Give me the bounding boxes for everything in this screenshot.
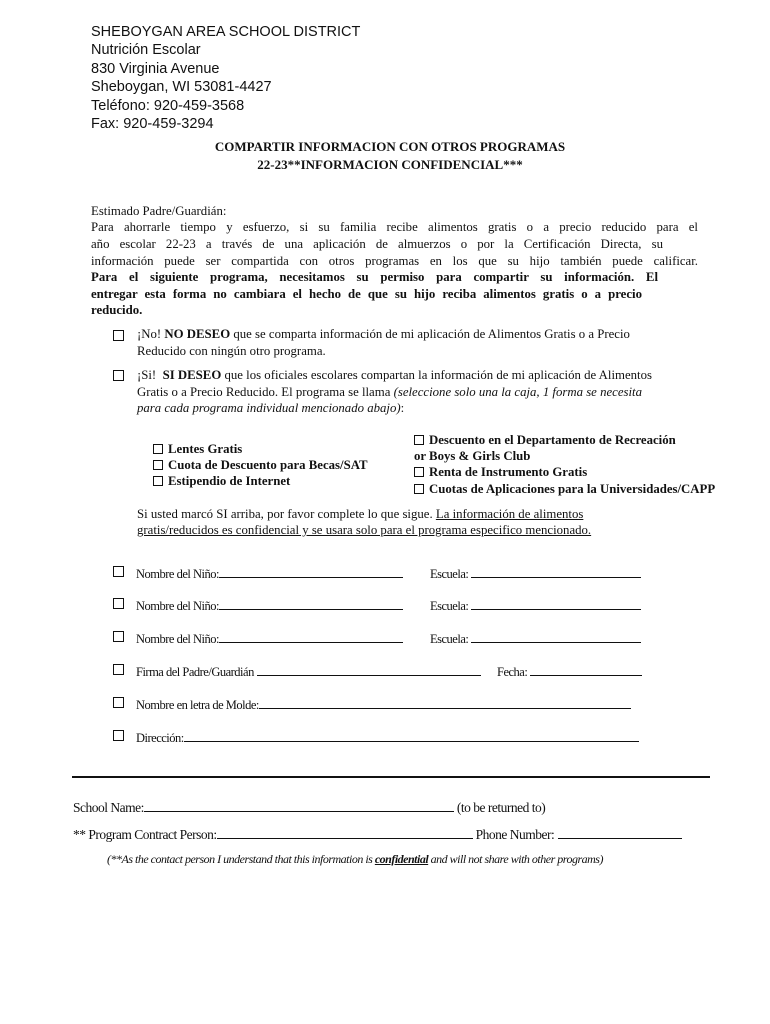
child-3-school-field[interactable] [430, 630, 641, 647]
section-divider [72, 776, 710, 778]
child-name-label: Nombre del Niño: [136, 567, 219, 581]
yes-consent-text [137, 368, 652, 383]
form-title: COMPARTIR INFORMACION CON OTROS PROGRAMAS [214, 139, 566, 154]
yes-consent-checkbox[interactable] [113, 370, 124, 381]
yes-consent-line3-italic: para cada programa individual mencionado abajo) [137, 401, 401, 415]
confidential-note-underlined: La información de alimentos [435, 507, 584, 521]
confidential-note-line1 [137, 507, 583, 522]
child-2-name-field[interactable] [136, 597, 403, 614]
signature-label: Firma del Padre/Guardián [136, 665, 254, 679]
intro-bold-line-2: entregar esta forma no cambiara el hecho de que su hijo reciba alimentos gratis o a precio [91, 287, 642, 301]
address-field[interactable] [136, 729, 639, 746]
street-address: 830 Virginia Avenue [91, 61, 220, 77]
confidentiality-footnote [107, 852, 603, 867]
address-checkbox[interactable] [113, 730, 124, 741]
signature-checkbox[interactable] [113, 664, 124, 675]
print-name-field[interactable] [136, 696, 631, 713]
date-field[interactable] [497, 663, 642, 680]
yes-consent-bold: SI DESEO [162, 368, 222, 382]
yes-consent-line3-colon: : [400, 401, 405, 415]
date-line[interactable] [530, 663, 642, 676]
school-label: Escuela: [430, 599, 469, 613]
intro-line-3: información puede ser compartida con otros programas en los que su hijo también puede calificar. [91, 254, 698, 268]
yes-consent-line2-plain: Gratis o a Precio Reducido. El programa se llama [137, 385, 394, 399]
footnote-rest: and will not share with other programs) [428, 852, 603, 866]
child-1-checkbox[interactable] [113, 566, 124, 577]
child-3-school-line[interactable] [471, 630, 641, 643]
yes-consent-prefix: ¡Si! [137, 368, 163, 382]
intro-bold-line-3: reducido. [91, 303, 143, 317]
greeting: Estimado Padre/Guardián: [91, 204, 227, 218]
print-name-line[interactable] [259, 696, 631, 709]
print-name-checkbox[interactable] [113, 697, 124, 708]
program-lentes[interactable] [153, 442, 242, 457]
department-name: Nutrición Escolar [91, 42, 201, 58]
child-name-label: Nombre del Niño: [136, 632, 219, 646]
confidential-note-intro: Si usted marcó SI arriba, por favor complete lo que sigue. [137, 507, 436, 521]
child-1-name-field[interactable] [136, 565, 403, 582]
yes-consent-rest: que los oficiales escolares compartan la información de mi aplicación de Alimentos [221, 368, 652, 382]
program-becas-sat-checkbox[interactable] [153, 460, 163, 470]
child-3-name-line[interactable] [219, 630, 403, 643]
no-consent-prefix: ¡No! [137, 327, 165, 341]
district-name: SHEBOYGAN AREA SCHOOL DISTRICT [91, 24, 361, 40]
child-3-checkbox[interactable] [113, 631, 124, 642]
phone-number: Teléfono: 920-459-3568 [91, 98, 245, 114]
returned-to-text: (to be returned to) [456, 800, 546, 815]
address-label: Dirección: [136, 731, 184, 745]
program-recreacion[interactable] [414, 433, 676, 448]
program-becas-sat[interactable] [153, 458, 368, 473]
program-universidades-checkbox[interactable] [414, 484, 424, 494]
footnote-confidential: confidential [374, 852, 429, 866]
contact-person-line[interactable] [217, 826, 473, 839]
phone-number-label: Phone Number: [475, 827, 555, 842]
program-internet-label: Estipendio de Internet [168, 474, 291, 488]
yes-consent-text-line2 [137, 385, 642, 400]
signature-line[interactable] [257, 663, 481, 676]
confidential-note-line2: gratis/reducidos es confidencial y se usara solo para el programa especifico mencionado. [137, 523, 592, 537]
school-label: Escuela: [430, 632, 469, 646]
intro-line-2: año escolar 22-23 a través de una aplicación de almuerzos o por la Certificación Directa, su [91, 237, 663, 251]
program-recreacion-line2: or Boys & Girls Club [414, 449, 531, 463]
program-instrumento[interactable] [414, 465, 587, 480]
fax-number: Fax: 920-459-3294 [91, 116, 214, 132]
program-instrumento-checkbox[interactable] [414, 467, 424, 477]
yes-consent-text-line3 [137, 401, 404, 416]
no-consent-text-line2: Reducido con ningún otro programa. [137, 344, 326, 358]
program-internet-checkbox[interactable] [153, 476, 163, 486]
footnote-intro: (**As the contact person I understand that this information is [107, 852, 375, 866]
yes-consent-line2-italic: (seleccione solo una la caja, 1 forma se necesita [393, 385, 642, 399]
form-subtitle: 22-23**INFORMACION CONFIDENCIAL*** [257, 157, 523, 172]
intro-line-1: Para ahorrarle tiempo y esfuerzo, si su familia recibe alimentos gratis o a precio reducido para el [91, 220, 698, 234]
school-label: Escuela: [430, 567, 469, 581]
child-name-label: Nombre del Niño: [136, 599, 219, 613]
child-2-checkbox[interactable] [113, 598, 124, 609]
contact-person-field[interactable] [73, 826, 682, 843]
date-label: Fecha: [497, 665, 528, 679]
city-address: Sheboygan, WI 53081-4427 [91, 79, 272, 95]
address-line[interactable] [184, 729, 639, 742]
contact-person-label: ** Program Contract Person: [73, 827, 217, 842]
program-becas-sat-label: Cuota de Descuento para Becas/SAT [168, 458, 368, 472]
phone-number-line[interactable] [558, 826, 682, 839]
no-consent-bold: NO DESEO [164, 327, 231, 341]
child-1-name-line[interactable] [219, 565, 403, 578]
child-2-school-line[interactable] [471, 597, 641, 610]
no-consent-checkbox[interactable] [113, 330, 124, 341]
child-1-school-line[interactable] [471, 565, 641, 578]
program-internet[interactable] [153, 474, 290, 489]
no-consent-rest: que se comparta información de mi aplicación de Alimentos Gratis o a Precio [230, 327, 630, 341]
child-2-school-field[interactable] [430, 597, 641, 614]
child-2-name-line[interactable] [219, 597, 403, 610]
school-name-field[interactable] [73, 799, 545, 816]
signature-field[interactable] [136, 663, 481, 680]
child-1-school-field[interactable] [430, 565, 641, 582]
program-universidades[interactable] [414, 482, 715, 497]
program-lentes-label: Lentes Gratis [168, 442, 243, 456]
intro-bold-line-1: Para el siguiente programa, necesitamos su permiso para compartir su información. El [91, 270, 658, 284]
no-consent-text [137, 327, 630, 342]
school-name-line[interactable] [144, 799, 454, 812]
print-name-label: Nombre en letra de Molde: [136, 698, 259, 712]
program-recreacion-label: Descuento en el Departamento de Recreación [429, 433, 676, 447]
program-universidades-label: Cuotas de Aplicaciones para la Universidades/CAPP [429, 482, 716, 496]
school-name-label: School Name: [73, 800, 144, 815]
program-lentes-checkbox[interactable] [153, 444, 163, 454]
program-recreacion-checkbox[interactable] [414, 435, 424, 445]
program-instrumento-label: Renta de Instrumento Gratis [429, 465, 588, 479]
child-3-name-field[interactable] [136, 630, 403, 647]
